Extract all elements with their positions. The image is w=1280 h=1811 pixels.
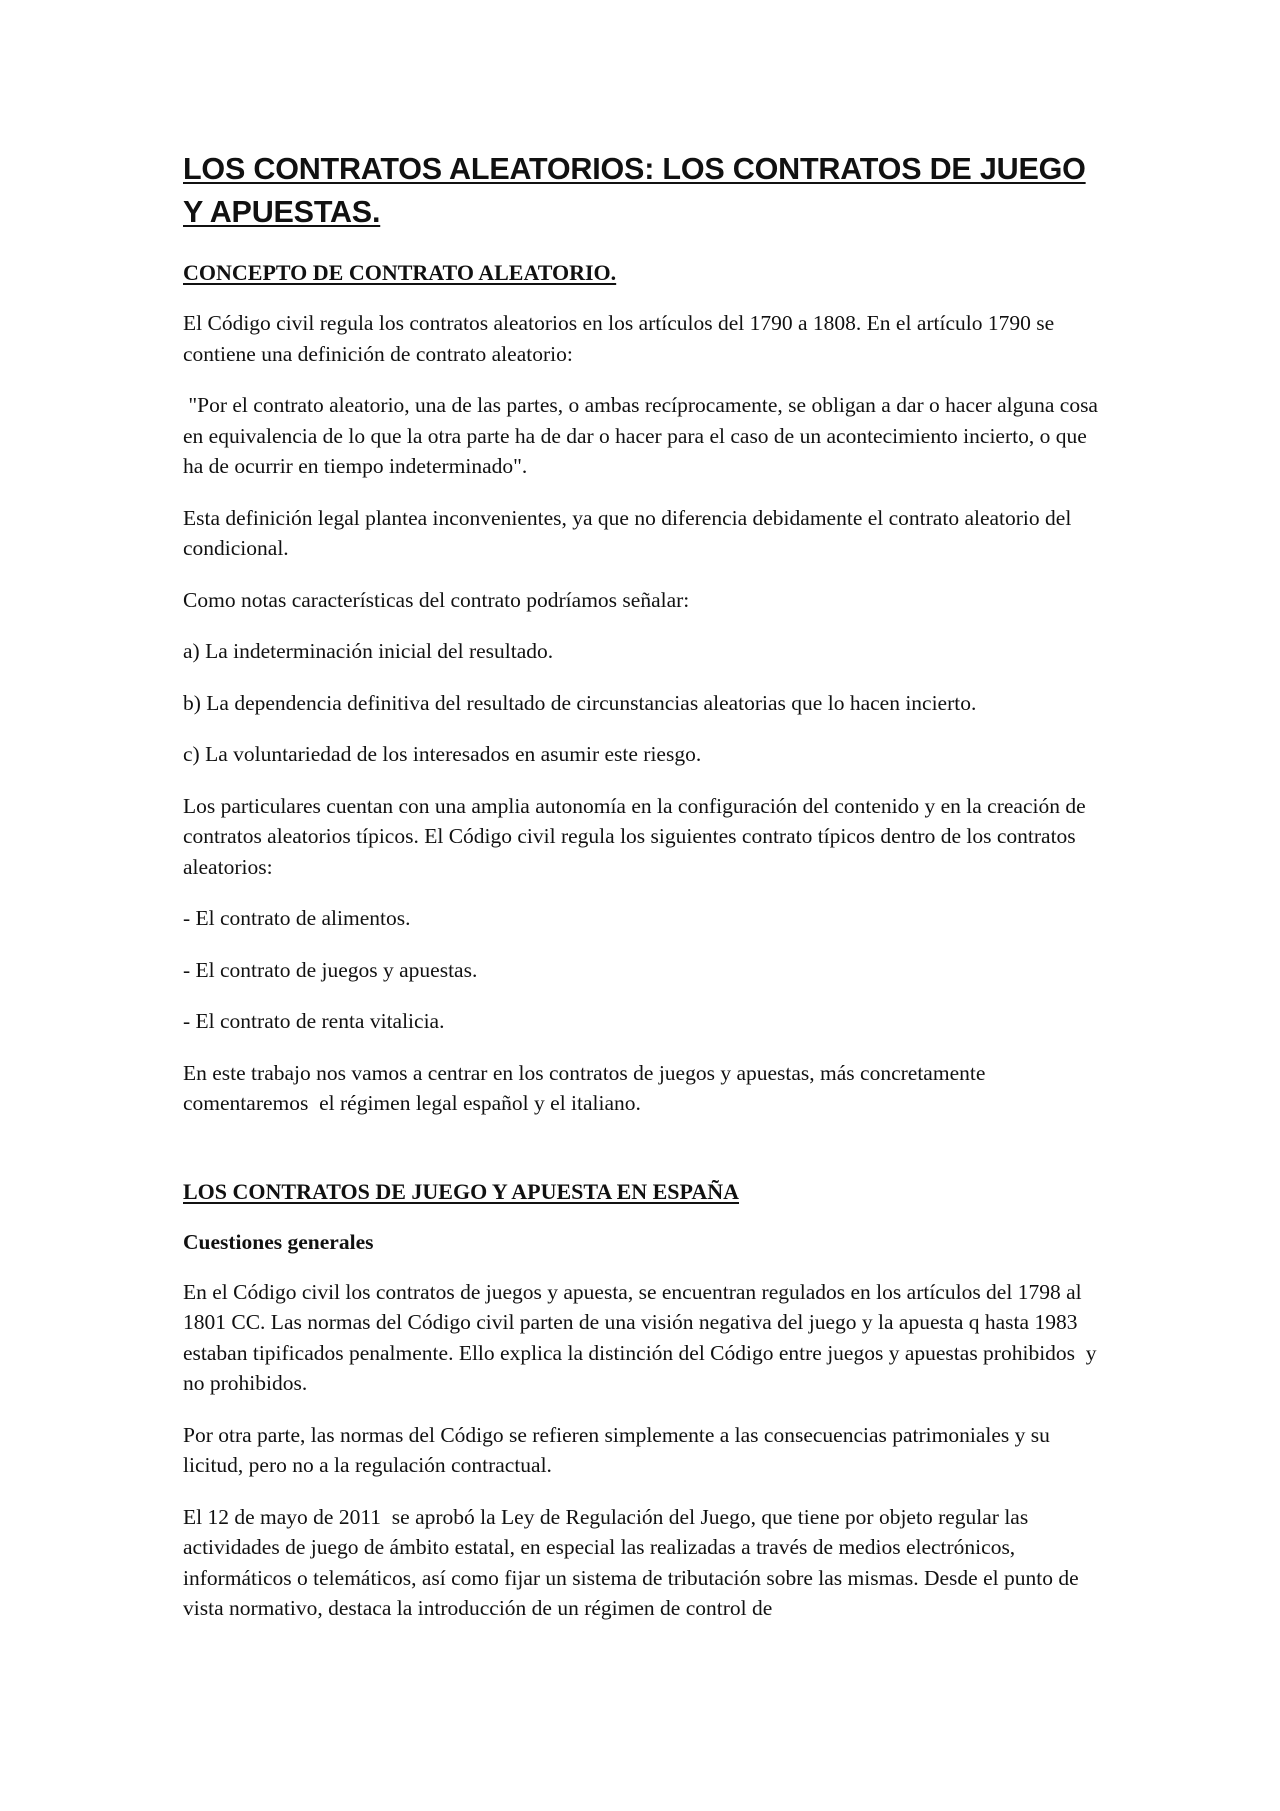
subsection-heading: Cuestiones generales bbox=[183, 1229, 374, 1254]
section-heading-concepto: CONCEPTO DE CONTRATO ALEATORIO. bbox=[183, 260, 617, 285]
document-page bbox=[183, 148, 1103, 1645]
paragraph: Como notas características del contrato podríamos señalar: bbox=[183, 587, 690, 612]
paragraph: Los particulares cuentan con una amplia autonomía en la configuración del contenido y en la creación de contratos aleatorios típicos. El Código civil regula los siguientes contrato típicos dentro de los contratos aleatorios: bbox=[183, 793, 1086, 879]
paragraph: En el Código civil los contratos de juegos y apuesta, se encuentran regulados en los artículos del 1798 al 1801 CC. Las normas del Código civil parten de una visión negativa del juego y la apuesta q hasta 1983 estaban tipificados penalmente. Ello explica la distinción del Código entre juegos y apuestas prohibidos y no prohibidos. bbox=[183, 1279, 1102, 1395]
list-item: - El contrato de juegos y apuestas. bbox=[183, 957, 478, 982]
section-heading-espana: LOS CONTRATOS DE JUEGO Y APUESTA EN ESPAÑA bbox=[183, 1178, 740, 1204]
paragraph: En este trabajo nos vamos a centrar en los contratos de juegos y apuestas, más concretamente comentaremos el régimen legal español y el italiano. bbox=[183, 1060, 991, 1115]
list-item: c) La voluntariedad de los interesados en asumir este riesgo. bbox=[183, 742, 702, 766]
quote-paragraph: "Por el contrato aleatorio, una de las partes, o ambas recíprocamente, se obligan a dar o hacer alguna cosa en equivalencia de lo que la otra parte ha de dar o hacer para el caso de un acontecimiento incierto, o que ha de ocurrir en tiempo indeterminado". bbox=[183, 393, 1104, 478]
list-item: a) La indeterminación inicial del resultado. bbox=[183, 639, 554, 663]
paragraph: El 12 de mayo de 2011 se aprobó la Ley de Regulación del Juego, que tiene por objeto regular las actividades de juego de ámbito estatal, en especial las realizadas a través de medios electrónicos, informáticos o telemáticos, así como fijar un sistema de tributación sobre las mismas. Desde el punto de vista normativo, destaca la introducción de un régimen de control de bbox=[183, 1504, 1084, 1620]
list-item: b) La dependencia definitiva del resultado de circunstancias aleatorias que lo hacen incierto. bbox=[183, 690, 977, 715]
document-title: LOS CONTRATOS ALEATORIOS: LOS CONTRATOS DE JUEGO Y APUESTAS. bbox=[183, 152, 1086, 229]
list-item: - El contrato de renta vitalicia. bbox=[183, 1009, 445, 1033]
paragraph: El Código civil regula los contratos aleatorios en los artículos del 1790 a 1808. En el artículo 1790 se contiene una definición de contrato aleatorio: bbox=[183, 311, 1055, 366]
paragraph: Esta definición legal plantea inconvenientes, ya que no diferencia debidamente el contrato aleatorio del condicional. bbox=[183, 505, 1072, 560]
paragraph: Por otra parte, las normas del Código se refieren simplemente a las consecuencias patrimoniales y su licitud, pero no a la regulación contractual. bbox=[183, 1422, 1050, 1477]
list-item: - El contrato de alimentos. bbox=[183, 906, 411, 930]
